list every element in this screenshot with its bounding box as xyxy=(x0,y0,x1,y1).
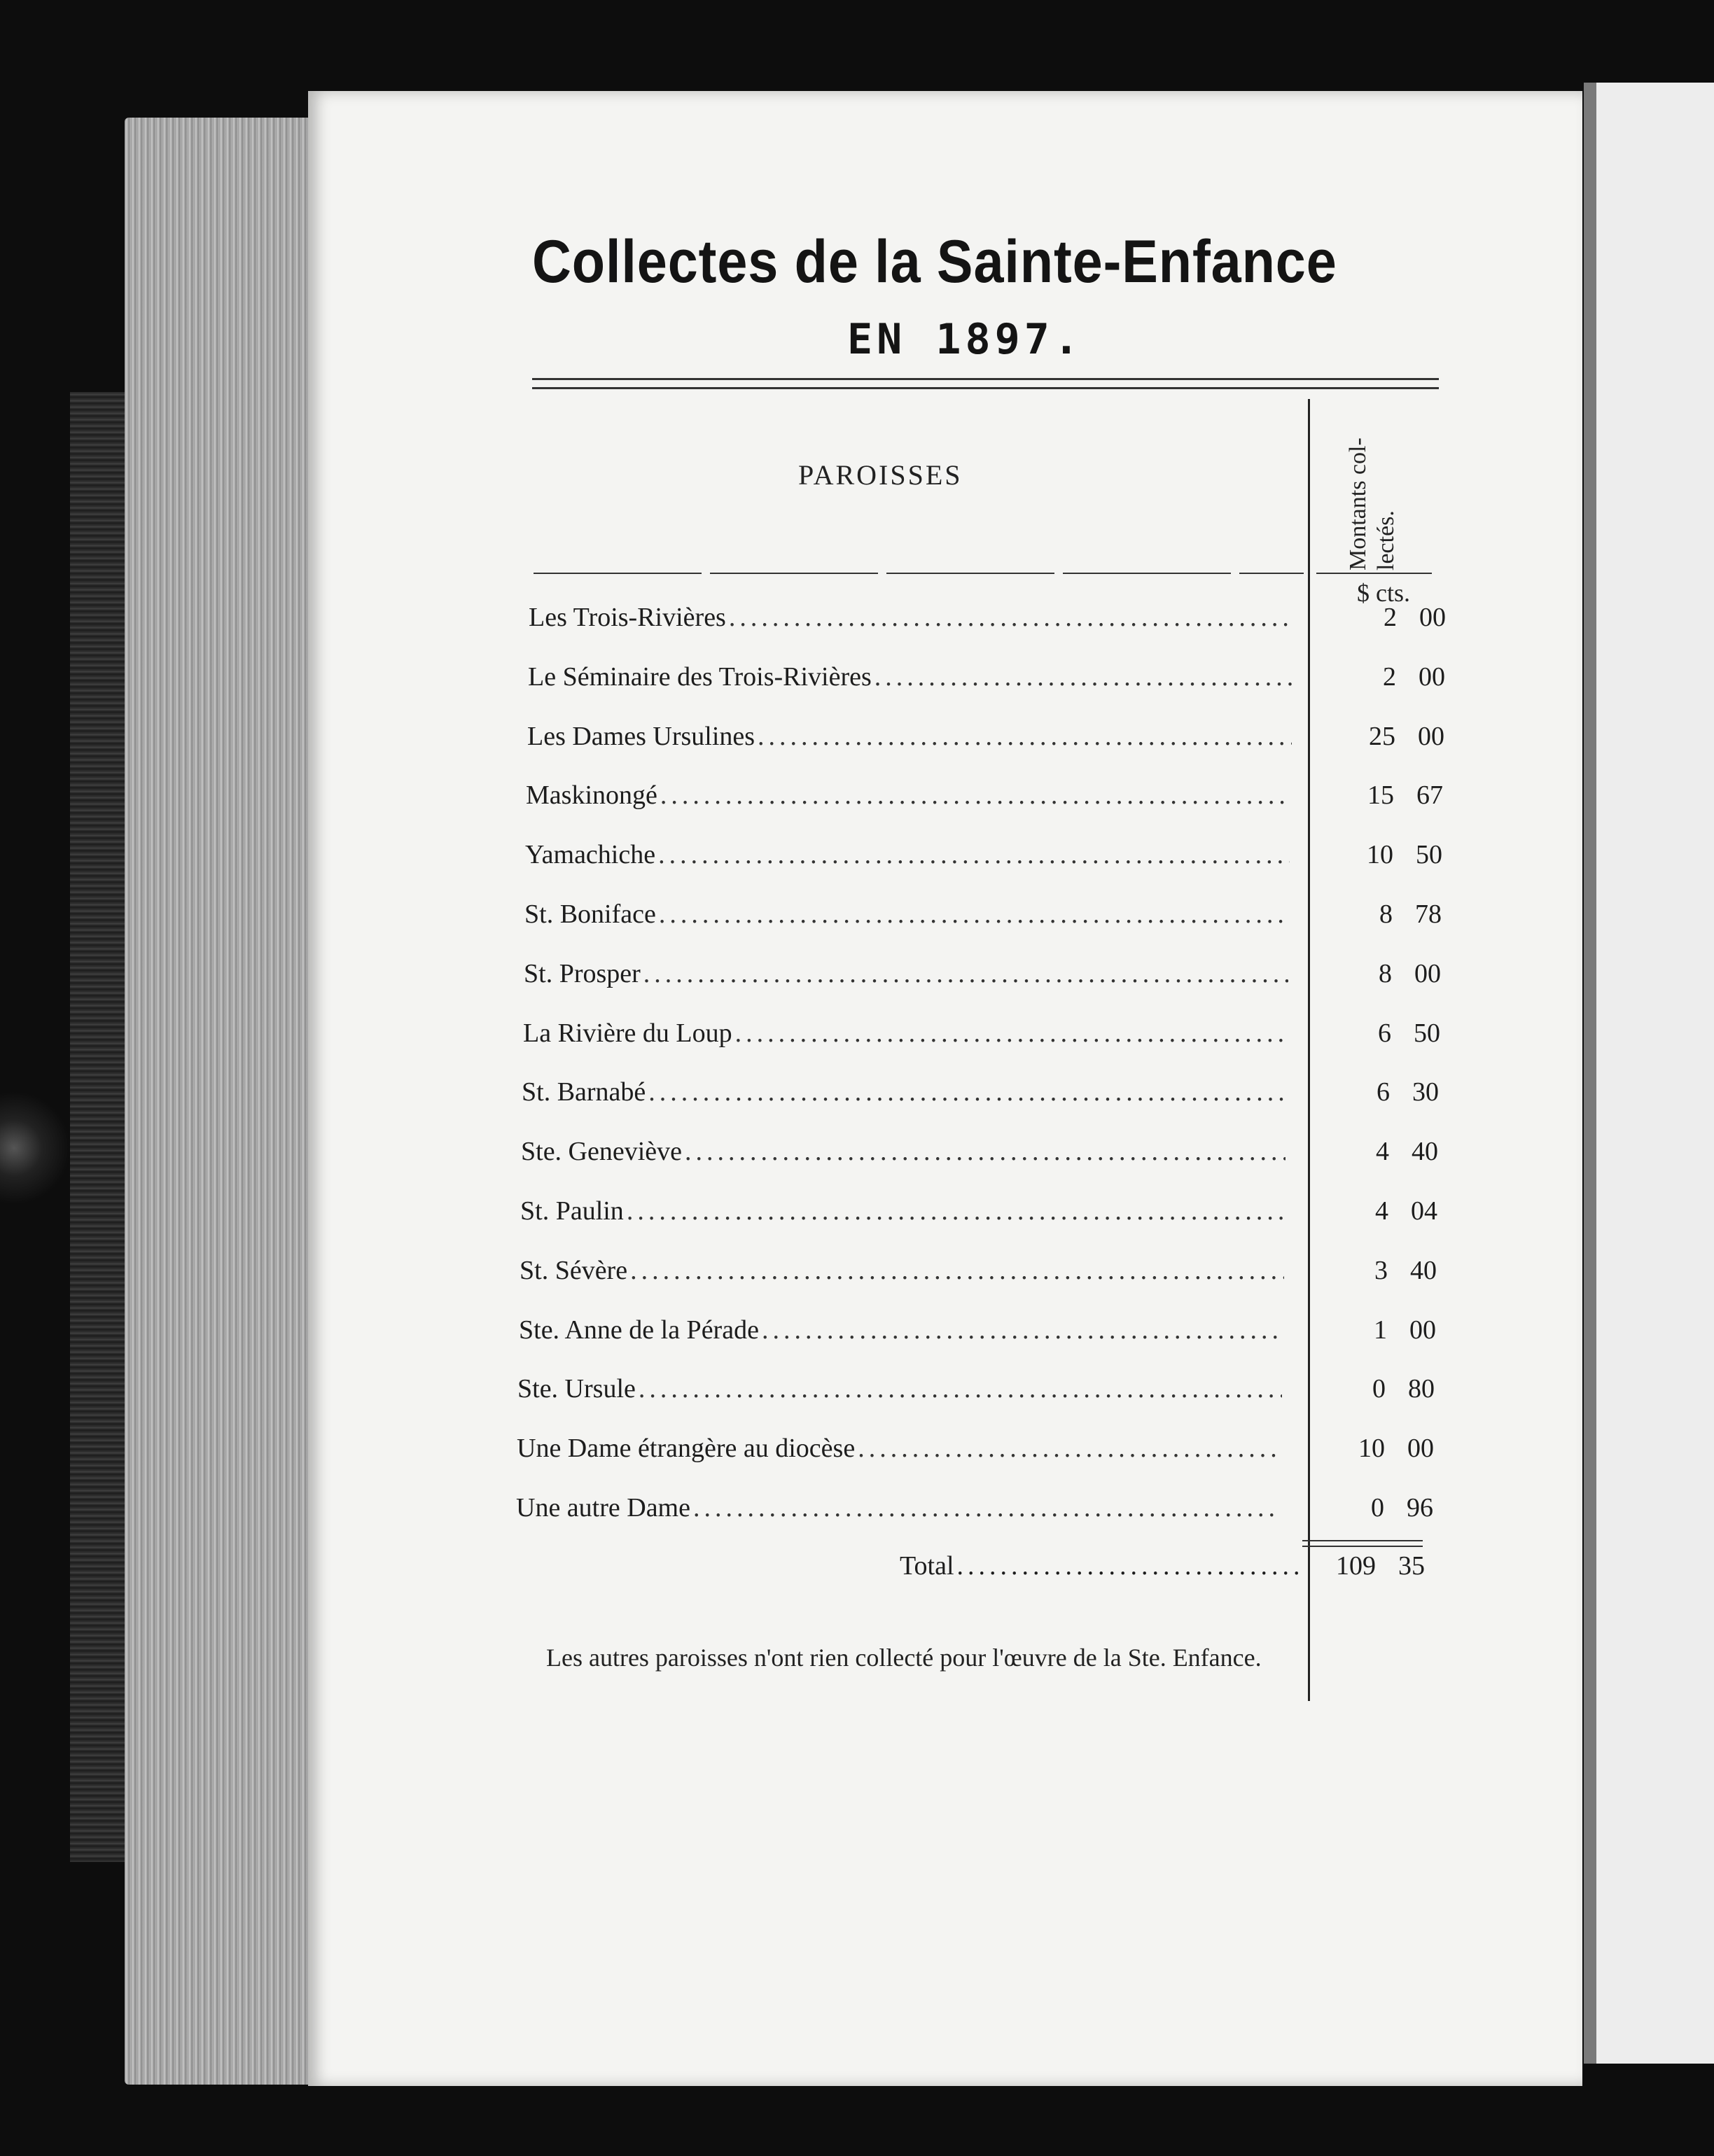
amount-dollars: 25 xyxy=(1369,721,1395,751)
amount-cents: 67 xyxy=(1416,780,1443,811)
parish-name: St. Sévère xyxy=(520,1255,628,1285)
table-row xyxy=(520,1255,1444,1297)
leader-dots xyxy=(762,1315,1283,1345)
parish-name: Ste. Anne de la Pérade xyxy=(519,1315,759,1345)
parish-name: Maskinongé xyxy=(526,780,657,811)
table-row xyxy=(519,1315,1443,1357)
parish-name: Yamachiche xyxy=(525,840,656,870)
table-row xyxy=(517,1373,1442,1415)
amount-dollars: 6 xyxy=(1377,1077,1390,1107)
amount-cents: 40 xyxy=(1410,1255,1437,1285)
document-title: Collectes de la Sainte-Enfance xyxy=(532,228,1337,295)
table-row xyxy=(527,721,1451,763)
parish-name: Ste. Ursule xyxy=(517,1374,636,1404)
header-rule xyxy=(534,573,1304,574)
leader-dots xyxy=(643,958,1288,989)
amount-cents: 80 xyxy=(1408,1374,1435,1404)
leader-dots xyxy=(627,1196,1285,1226)
table-row xyxy=(516,1492,1440,1534)
table-row xyxy=(526,780,1450,822)
leader-dots xyxy=(659,899,1289,930)
leader-dots xyxy=(630,1255,1284,1286)
amount-cents: 00 xyxy=(1414,958,1441,988)
parish-name: St. Prosper xyxy=(524,958,641,988)
total-dollars: 109 xyxy=(1336,1551,1376,1581)
leader-dots xyxy=(957,1550,1300,1581)
amount-dollars: 3 xyxy=(1374,1255,1388,1285)
amount-cents: 78 xyxy=(1415,899,1442,929)
parish-name: St. Barnabé xyxy=(522,1077,646,1107)
leader-dots xyxy=(658,839,1290,870)
dollar-unit: $ xyxy=(1357,579,1370,607)
column-header-amounts: Montants col-lectés. xyxy=(1345,438,1399,570)
total-rule xyxy=(1302,1540,1423,1547)
table-row xyxy=(520,1196,1444,1238)
column-header-parishes: PAROISSES xyxy=(798,459,963,491)
table-row xyxy=(517,1433,1441,1475)
total-cents: 35 xyxy=(1398,1551,1425,1581)
leader-dots xyxy=(758,721,1292,752)
table-row xyxy=(529,602,1453,644)
leader-dots xyxy=(660,780,1290,811)
parish-name: La Rivière du Loup xyxy=(523,1018,732,1048)
leader-dots xyxy=(639,1373,1282,1404)
table-row xyxy=(523,1018,1447,1060)
amount-dollars: 10 xyxy=(1367,840,1393,870)
footnote: Les autres paroisses n'ont rien collecté pour l'œuvre de la Ste. Enfance. xyxy=(546,1644,1262,1672)
amount-cents: 04 xyxy=(1411,1196,1437,1226)
amount-dollars: 6 xyxy=(1378,1018,1391,1048)
amount-cents: 50 xyxy=(1414,1018,1440,1048)
leader-dots xyxy=(693,1492,1281,1523)
leader-dots xyxy=(735,1018,1288,1049)
leader-dots xyxy=(685,1136,1286,1167)
leader-dots xyxy=(875,662,1293,692)
leader-dots xyxy=(858,1433,1281,1464)
cents-unit: cts. xyxy=(1376,579,1410,607)
amount-dollars: 8 xyxy=(1379,899,1393,929)
amount-dollars: 4 xyxy=(1376,1137,1389,1167)
amount-dollars: 4 xyxy=(1375,1196,1388,1226)
table-row xyxy=(522,1077,1446,1119)
parish-name: St. Boniface xyxy=(524,899,656,929)
total-label: Total xyxy=(900,1551,954,1581)
amount-cents: 00 xyxy=(1407,1434,1434,1464)
parish-name: Les Trois-Rivières xyxy=(529,603,726,632)
amount-dollars: 15 xyxy=(1367,780,1394,811)
amount-dollars: 10 xyxy=(1358,1434,1385,1464)
table-row xyxy=(525,839,1449,881)
amount-cents: 00 xyxy=(1419,603,1446,632)
amount-cents: 00 xyxy=(1419,662,1445,692)
book-binding xyxy=(70,392,133,1862)
amount-dollars: 0 xyxy=(1372,1374,1386,1404)
parish-name: Le Séminaire des Trois-Rivières xyxy=(528,662,872,692)
table-row xyxy=(524,899,1449,941)
table-row xyxy=(528,662,1452,704)
amount-cents: 30 xyxy=(1412,1077,1439,1107)
page-edges xyxy=(125,118,335,2085)
amount-cents: 40 xyxy=(1412,1137,1438,1167)
amount-dollars: 8 xyxy=(1379,958,1392,988)
amount-cents: 00 xyxy=(1409,1315,1436,1345)
leader-dots xyxy=(729,602,1293,633)
parish-name: Une Dame étrangère au diocèse xyxy=(517,1434,856,1464)
table-row xyxy=(521,1136,1445,1178)
amount-cents: 96 xyxy=(1407,1493,1433,1522)
amount-cents: 00 xyxy=(1418,721,1444,751)
parish-name: Les Dames Ursulines xyxy=(527,721,755,751)
table-row xyxy=(524,958,1448,1000)
amount-dollars: 2 xyxy=(1383,662,1396,692)
parish-name: Ste. Geneviève xyxy=(521,1137,683,1167)
total-row xyxy=(900,1550,1446,1581)
facing-page xyxy=(1584,83,1714,2064)
title-rule xyxy=(532,378,1439,389)
document-subtitle: EN 1897. xyxy=(847,315,1083,364)
parish-name: Une autre Dame xyxy=(516,1493,690,1522)
parish-name: St. Paulin xyxy=(520,1196,624,1226)
leader-dots xyxy=(648,1077,1286,1107)
header-rule-amounts xyxy=(1316,573,1432,574)
amount-dollars: 1 xyxy=(1374,1315,1387,1345)
amount-dollars: 2 xyxy=(1384,603,1397,632)
amount-dollars: 0 xyxy=(1371,1493,1384,1522)
amount-cents: 50 xyxy=(1416,840,1442,870)
